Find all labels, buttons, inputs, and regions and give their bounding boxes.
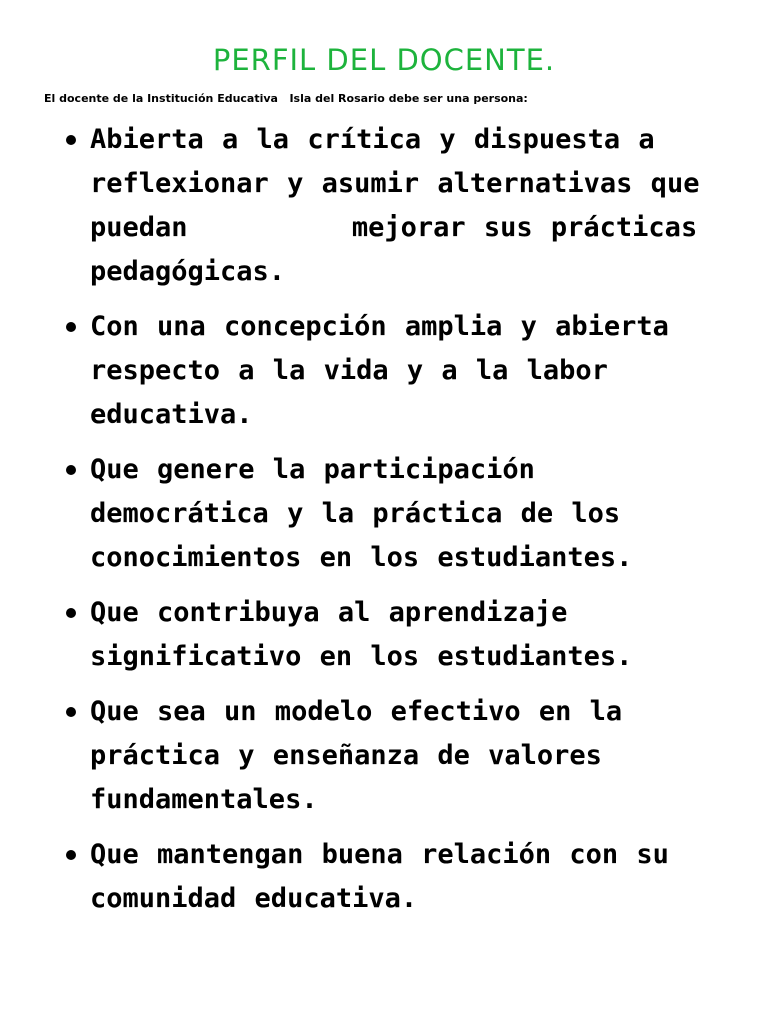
list-item-text: Que sea un modelo efectivo en la práctica y enseñanza de valores fundamentales. [90, 696, 623, 815]
profile-list [64, 118, 724, 932]
bullet-dot-icon [66, 322, 76, 332]
list-item [64, 591, 724, 679]
bullet-dot-icon [66, 135, 76, 145]
list-item-text: Que genere la participación democrática y la práctica de los conocimientos en los estudiantes. [90, 454, 633, 573]
page-title: PERFIL DEL DOCENTE. [212, 43, 556, 77]
list-item [64, 833, 724, 921]
list-item [64, 690, 724, 822]
bullet-dot-icon [66, 465, 76, 475]
list-item-text: Que contribuya al aprendizaje significativo en los estudiantes. [90, 597, 633, 672]
bullet-dot-icon [66, 707, 76, 717]
list-item [64, 118, 724, 294]
list-item-text: Que mantengan buena relación con su comunidad educativa. [90, 839, 669, 914]
list-item-text: Con una concepción amplia y abierta respecto a la vida y a la labor educativa. [90, 311, 669, 430]
bullet-dot-icon [66, 850, 76, 860]
intro-text: El docente de la Institución Educativa Isla del Rosario debe ser una persona: [44, 92, 528, 105]
list-item [64, 305, 724, 437]
list-item [64, 448, 724, 580]
list-item-text: Abierta a la crítica y dispuesta a reflexionar y asumir alternativas que puedan mejorar sus prácticas pedagógicas. [90, 124, 718, 287]
bullet-dot-icon [66, 608, 76, 618]
